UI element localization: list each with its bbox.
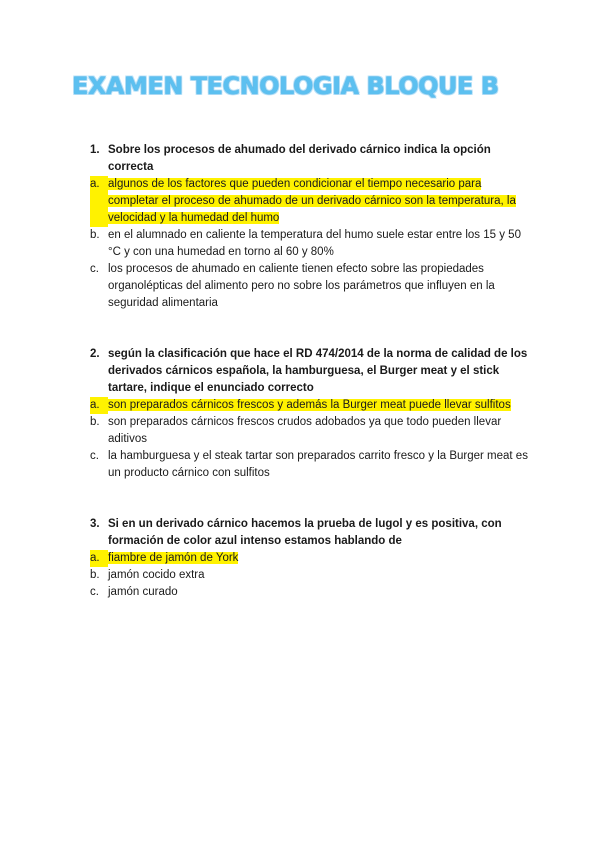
question-stem	[90, 142, 535, 176]
question-text: Sobre los procesos de ahumado del derivado cárnico indica la opción correcta	[108, 144, 491, 173]
option-text: en el alumnado en caliente la temperatura del humo suele estar entre los 15 y 50 °C y con una humedad en torno al 60 y 80%	[108, 229, 521, 258]
option-a	[90, 176, 535, 227]
option-letter: a.	[90, 397, 108, 414]
question-2	[90, 346, 535, 482]
option-text-highlighted: algunos de los factores que pueden condicionar el tiempo necesario para completar el proceso de ahumado de un derivado cárnico son la temperatura, la velocidad y la humedad del humo	[108, 178, 516, 224]
option-text-highlighted: son preparados cárnicos frescos y además la Burger meat puede llevar sulfitos	[108, 399, 511, 411]
question-number: 2.	[90, 348, 100, 360]
option-c	[90, 584, 535, 601]
option-letter: b.	[90, 569, 100, 581]
question-text: Si en un derivado cárnico hacemos la prueba de lugol y es positiva, con formación de color azul intenso estamos hablando de	[108, 518, 502, 547]
question-number: 1.	[90, 144, 100, 156]
option-letter: c.	[90, 586, 99, 598]
option-b	[90, 414, 535, 448]
option-text: los procesos de ahumado en caliente tienen efecto sobre las propiedades organolépticas del alimento pero no sobre los parámetros que influyen en la seguridad alimentaria	[108, 263, 495, 309]
question-3	[90, 516, 535, 601]
option-text: jamón curado	[108, 586, 178, 598]
option-c	[90, 261, 535, 312]
option-c	[90, 448, 535, 482]
option-text: jamón cocido extra	[108, 569, 205, 581]
option-letter: c.	[90, 263, 99, 275]
option-letter: b.	[90, 416, 100, 428]
option-b	[90, 567, 535, 584]
question-text: según la clasificación que hace el RD 474/2014 de la norma de calidad de los derivados cárnicos española, la hamburguesa, el Burger meat y el stick tartare, indique el enunciado correcto	[108, 348, 528, 394]
question-number: 3.	[90, 518, 100, 530]
option-text-highlighted: fiambre de jamón de York	[108, 552, 239, 564]
question-stem	[90, 346, 535, 397]
option-letter: a.	[90, 176, 108, 227]
option-b	[90, 227, 535, 261]
option-letter: c.	[90, 450, 99, 462]
question-1	[90, 142, 535, 312]
option-a	[90, 397, 535, 414]
page-title: EXAMEN TECNOLOGIA BLOQUE B	[72, 72, 499, 100]
question-stem	[90, 516, 535, 550]
option-letter: b.	[90, 229, 100, 241]
option-text: la hamburguesa y el steak tartar son preparados carrito fresco y la Burger meat es un producto cárnico con sulfitos	[108, 450, 528, 479]
option-text: son preparados cárnicos frescos crudos adobados ya que todo pueden llevar aditivos	[108, 416, 502, 445]
option-letter: a.	[90, 550, 108, 567]
option-a	[90, 550, 535, 567]
